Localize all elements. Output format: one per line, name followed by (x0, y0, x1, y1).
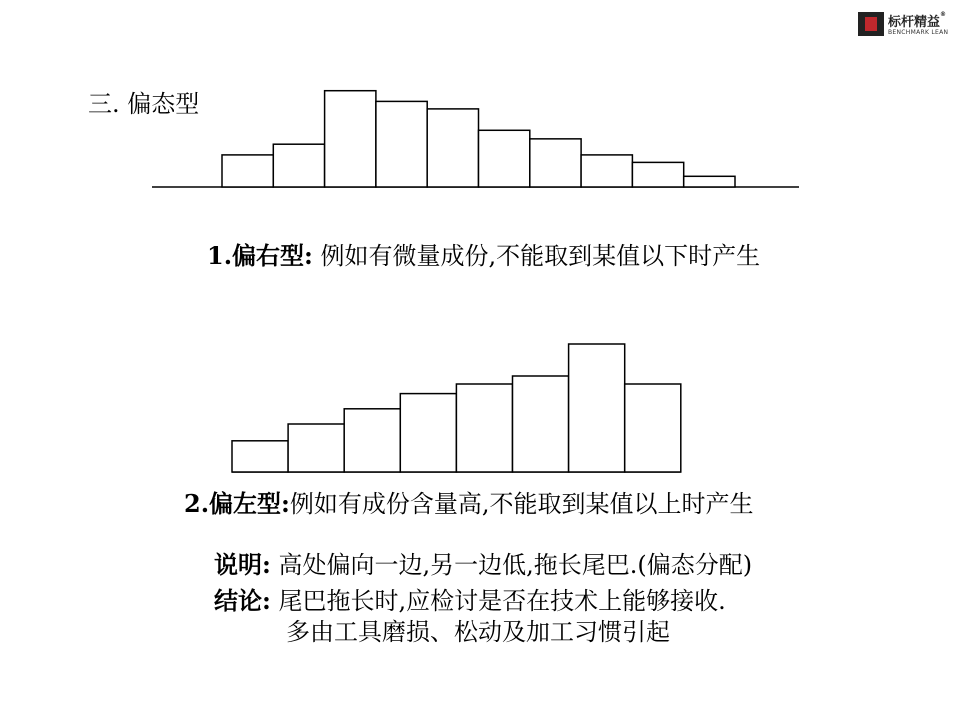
histogram-2-bar (569, 344, 625, 472)
histogram-2-bar (513, 376, 569, 472)
caption-left-skewed: 2.偏左型:例如有成份含量高,不能取到某值以上时产生 (184, 489, 754, 518)
histogram-1-bar (632, 162, 683, 187)
logo-name: 标杆精益® (888, 11, 947, 30)
histogram-2-bar (232, 441, 288, 472)
conclusion-continuation: 多由工具磨损、松动及加工习惯引起 (286, 618, 670, 646)
histogram-1-bar (427, 109, 478, 187)
histogram-1-bar (479, 130, 530, 187)
explanation-note: 说明: 高处偏向一边,另一边低,拖长尾巴.(偏态分配) (214, 550, 753, 579)
histogram-1-bar (325, 91, 376, 187)
histogram-2-bar (344, 409, 400, 472)
logo-subtitle: BENCHMARK LEAN (888, 29, 949, 36)
histogram-1-bar (222, 155, 273, 187)
caption-right-skewed: 1.偏右型: 例如有微量成份,不能取到某值以下时产生 (207, 241, 761, 270)
histogram-1-bar (273, 144, 324, 187)
histogram-1-bar (684, 176, 735, 187)
histogram-2-bar (456, 384, 512, 472)
conclusion-note: 结论: 尾巴拖长时,应检讨是否在技术上能够接收. (214, 586, 726, 615)
histogram-2-bar (625, 384, 681, 472)
histogram-1-bar (376, 101, 427, 187)
histogram-2-bar (288, 424, 344, 472)
histogram-1-bar (530, 139, 581, 187)
section-title: 三. 偏态型 (88, 90, 200, 118)
histogram-1-bar (581, 155, 632, 187)
histogram-2-bar (400, 394, 456, 472)
